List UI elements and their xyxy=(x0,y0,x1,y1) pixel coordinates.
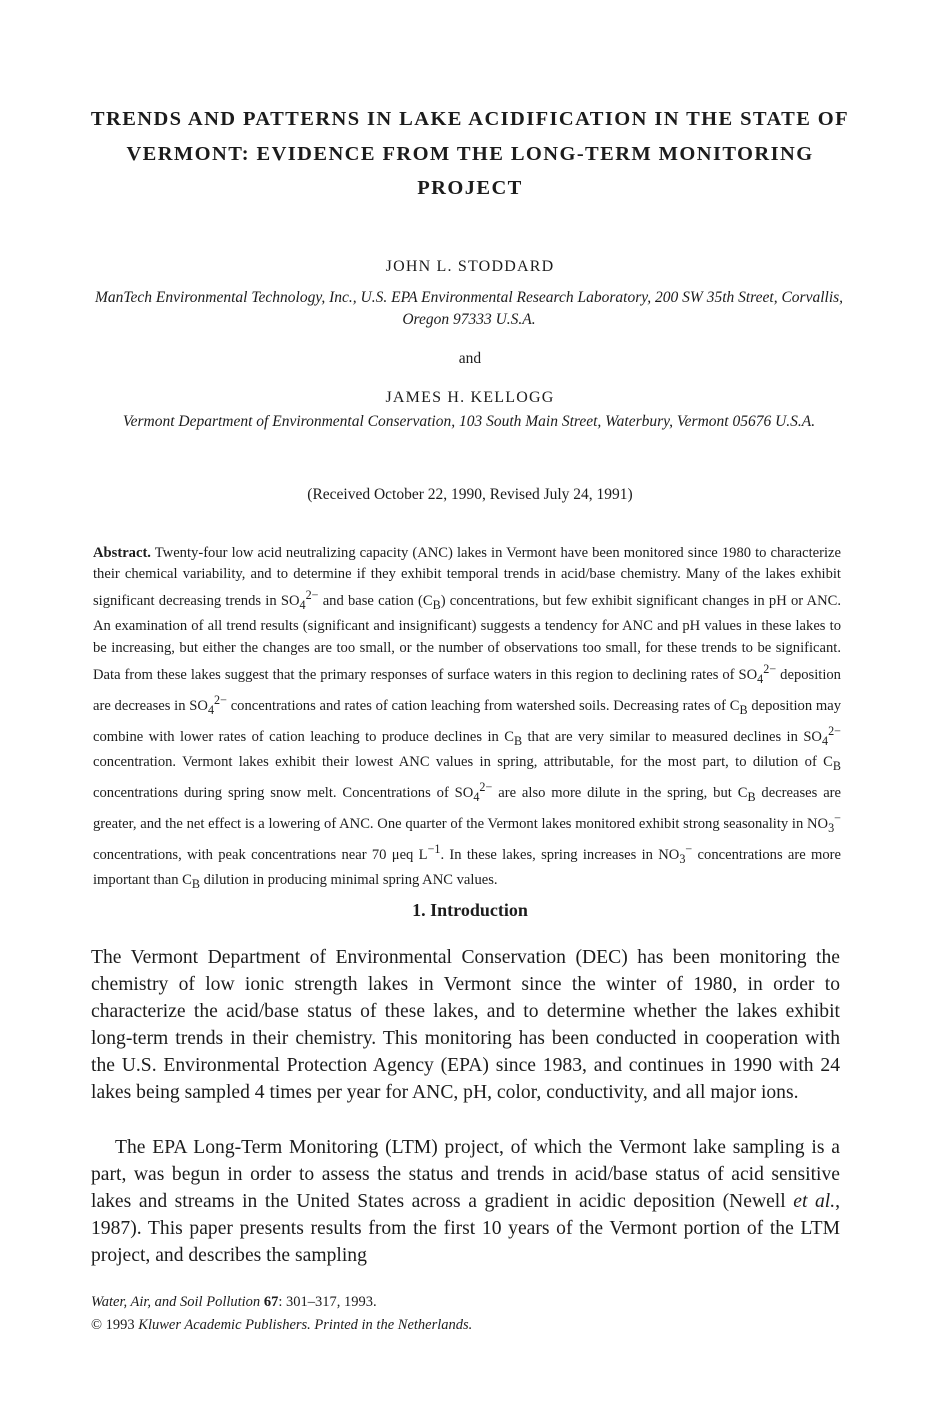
author-name: JOHN L. STODDARD xyxy=(385,258,555,275)
section-title: Introduction xyxy=(430,900,528,920)
body-paragraph: The Vermont Department of Environmental Conservation (DEC) has been monitoring the chemistry of low ionic strength lakes in Vermont since the winter of 1980, in order to characterize the acid/base status of these lakes, and to determine whether the lakes exhibit long-term trends in their chemistry. This monitoring has been conducted in cooperation with the U.S. Environmental Protection Agency (EPA) since 1983, and continues in 1990 with 24 lakes being sampled 4 times per year for ANC, pH, color, conductivity, and all major ions. xyxy=(91,947,840,1104)
abstract-text: Twenty-four low acid neutralizing capacity (ANC) lakes in Vermont have been monitored since 1980 to characterize their chemical variability, and to determine if they exhibit temporal trends in acid/base chemistry. Many of the lakes exhibit significant decreasing trends in SO xyxy=(93,545,841,610)
received-dates: (Received October 22, 1990, Revised July 24, 1991) xyxy=(307,486,633,503)
author-name: JAMES H. KELLOGG xyxy=(385,389,555,406)
author-separator: and xyxy=(458,350,482,367)
abstract xyxy=(93,543,841,895)
abstract-text: and base cation (C xyxy=(318,593,433,610)
superscript: 2− xyxy=(305,588,319,603)
section-number: 1. xyxy=(412,900,426,920)
subscript: 3 xyxy=(828,820,835,835)
journal-citation xyxy=(91,1294,377,1311)
superscript: 2− xyxy=(214,692,227,707)
abstract-text: that are very similar to measured declines in SO xyxy=(522,728,822,745)
abstract-text: concentrations are more important than C xyxy=(93,846,842,888)
journal-name: Water, Air, and Soil Pollution xyxy=(91,1294,261,1310)
abstract-text: deposition are decreases in SO xyxy=(93,666,841,714)
publisher-text: Kluwer Academic Publishers. Printed in the Netherlands. xyxy=(138,1317,473,1333)
abstract-text: decreases are greater, and the net effect is a lowering of ANC. One quarter of the Vermont lakes monitored exhibit strong seasonality in NO xyxy=(93,784,842,832)
section-heading xyxy=(90,900,850,921)
abstract-text: deposition may combine with lower rates of cation leaching to produce declines in C xyxy=(93,697,841,745)
paragraph-text: The EPA Long-Term Monitoring (LTM) project, of which the Vermont lake sampling is a part, was begun in order to assess the status and trends in acid/base status of acid sensitive lakes and streams in the United States across a gradient in acidic deposition (Newell xyxy=(91,1137,840,1213)
subscript: 3 xyxy=(679,851,686,866)
abstract-text: concentrations and rates of cation leaching from watershed soils. Decreasing rates of C xyxy=(226,697,740,714)
subscript: 4 xyxy=(299,598,306,613)
paragraph-text: , 1987). This paper presents results from the first 10 years of the Vermont portion of the LTM project, and describes the sampling xyxy=(91,1191,841,1267)
superscript: −1 xyxy=(427,841,441,856)
copyright-text: © 1993 xyxy=(91,1317,139,1333)
author-affiliation: ManTech Environmental Technology, Inc., U.S. EPA Environmental Research Laboratory, 200 SW 35th Street, Corvallis, Oregon 97333 U.S.A. xyxy=(94,289,844,328)
abstract-label: Abstract. xyxy=(93,545,151,561)
body-paragraph xyxy=(91,1134,840,1269)
abstract-text: are also more dilute in the spring, but C xyxy=(492,784,748,801)
author-affiliation: Vermont Department of Environmental Conservation, 103 South Main Street, Waterbury, Vermont 05676 U.S.A. xyxy=(122,413,816,430)
subscript: 4 xyxy=(473,789,480,804)
journal-pages: : 301–317, 1993. xyxy=(278,1294,377,1310)
abstract-text: ) concentrations, but few exhibit significant changes in pH or ANC. An examination of all trend results (significant and insignificant) suggests a tendency for ANC and pH values in these lakes to be increasing, but either the changes are too small, or the number of observations too small, for these trends to be significant. Data from these lakes suggest that the primary responses of surface waters in this region to declining rates of SO xyxy=(93,593,841,683)
subscript: B xyxy=(739,702,748,717)
subscript: B xyxy=(432,598,441,613)
copyright-line xyxy=(91,1317,472,1334)
superscript: 2− xyxy=(828,723,841,738)
abstract-text: concentrations during spring snow melt. Concentrations of SO xyxy=(93,784,474,801)
subscript: 4 xyxy=(757,671,764,686)
subscript: B xyxy=(191,876,201,891)
citation-etal: et al. xyxy=(793,1191,836,1213)
subscript: B xyxy=(832,758,841,773)
superscript: 2− xyxy=(479,779,493,794)
subscript: 4 xyxy=(207,702,215,717)
paper-title: TRENDS AND PATTERNS IN LAKE ACIDIFICATION IN THE STATE OF VERMONT: EVIDENCE FROM THE LONG-TERM MONITORING PROJECT xyxy=(90,108,850,199)
subscript: B xyxy=(513,733,523,748)
subscript: 4 xyxy=(821,733,829,748)
abstract-text: dilution in producing minimal spring ANC values. xyxy=(200,871,498,888)
superscript: 2− xyxy=(763,661,777,676)
journal-volume: 67 xyxy=(263,1294,279,1310)
subscript: B xyxy=(747,789,756,804)
abstract-text: concentrations, with peak concentrations near 70 μeq L xyxy=(93,846,428,863)
abstract-text: concentration. Vermont lakes exhibit their lowest ANC values in spring, attributable, for the most part, to dilution of C xyxy=(93,753,833,770)
superscript: − xyxy=(685,841,693,856)
superscript: − xyxy=(834,810,841,825)
abstract-text: . In these lakes, spring increases in NO xyxy=(440,846,680,863)
